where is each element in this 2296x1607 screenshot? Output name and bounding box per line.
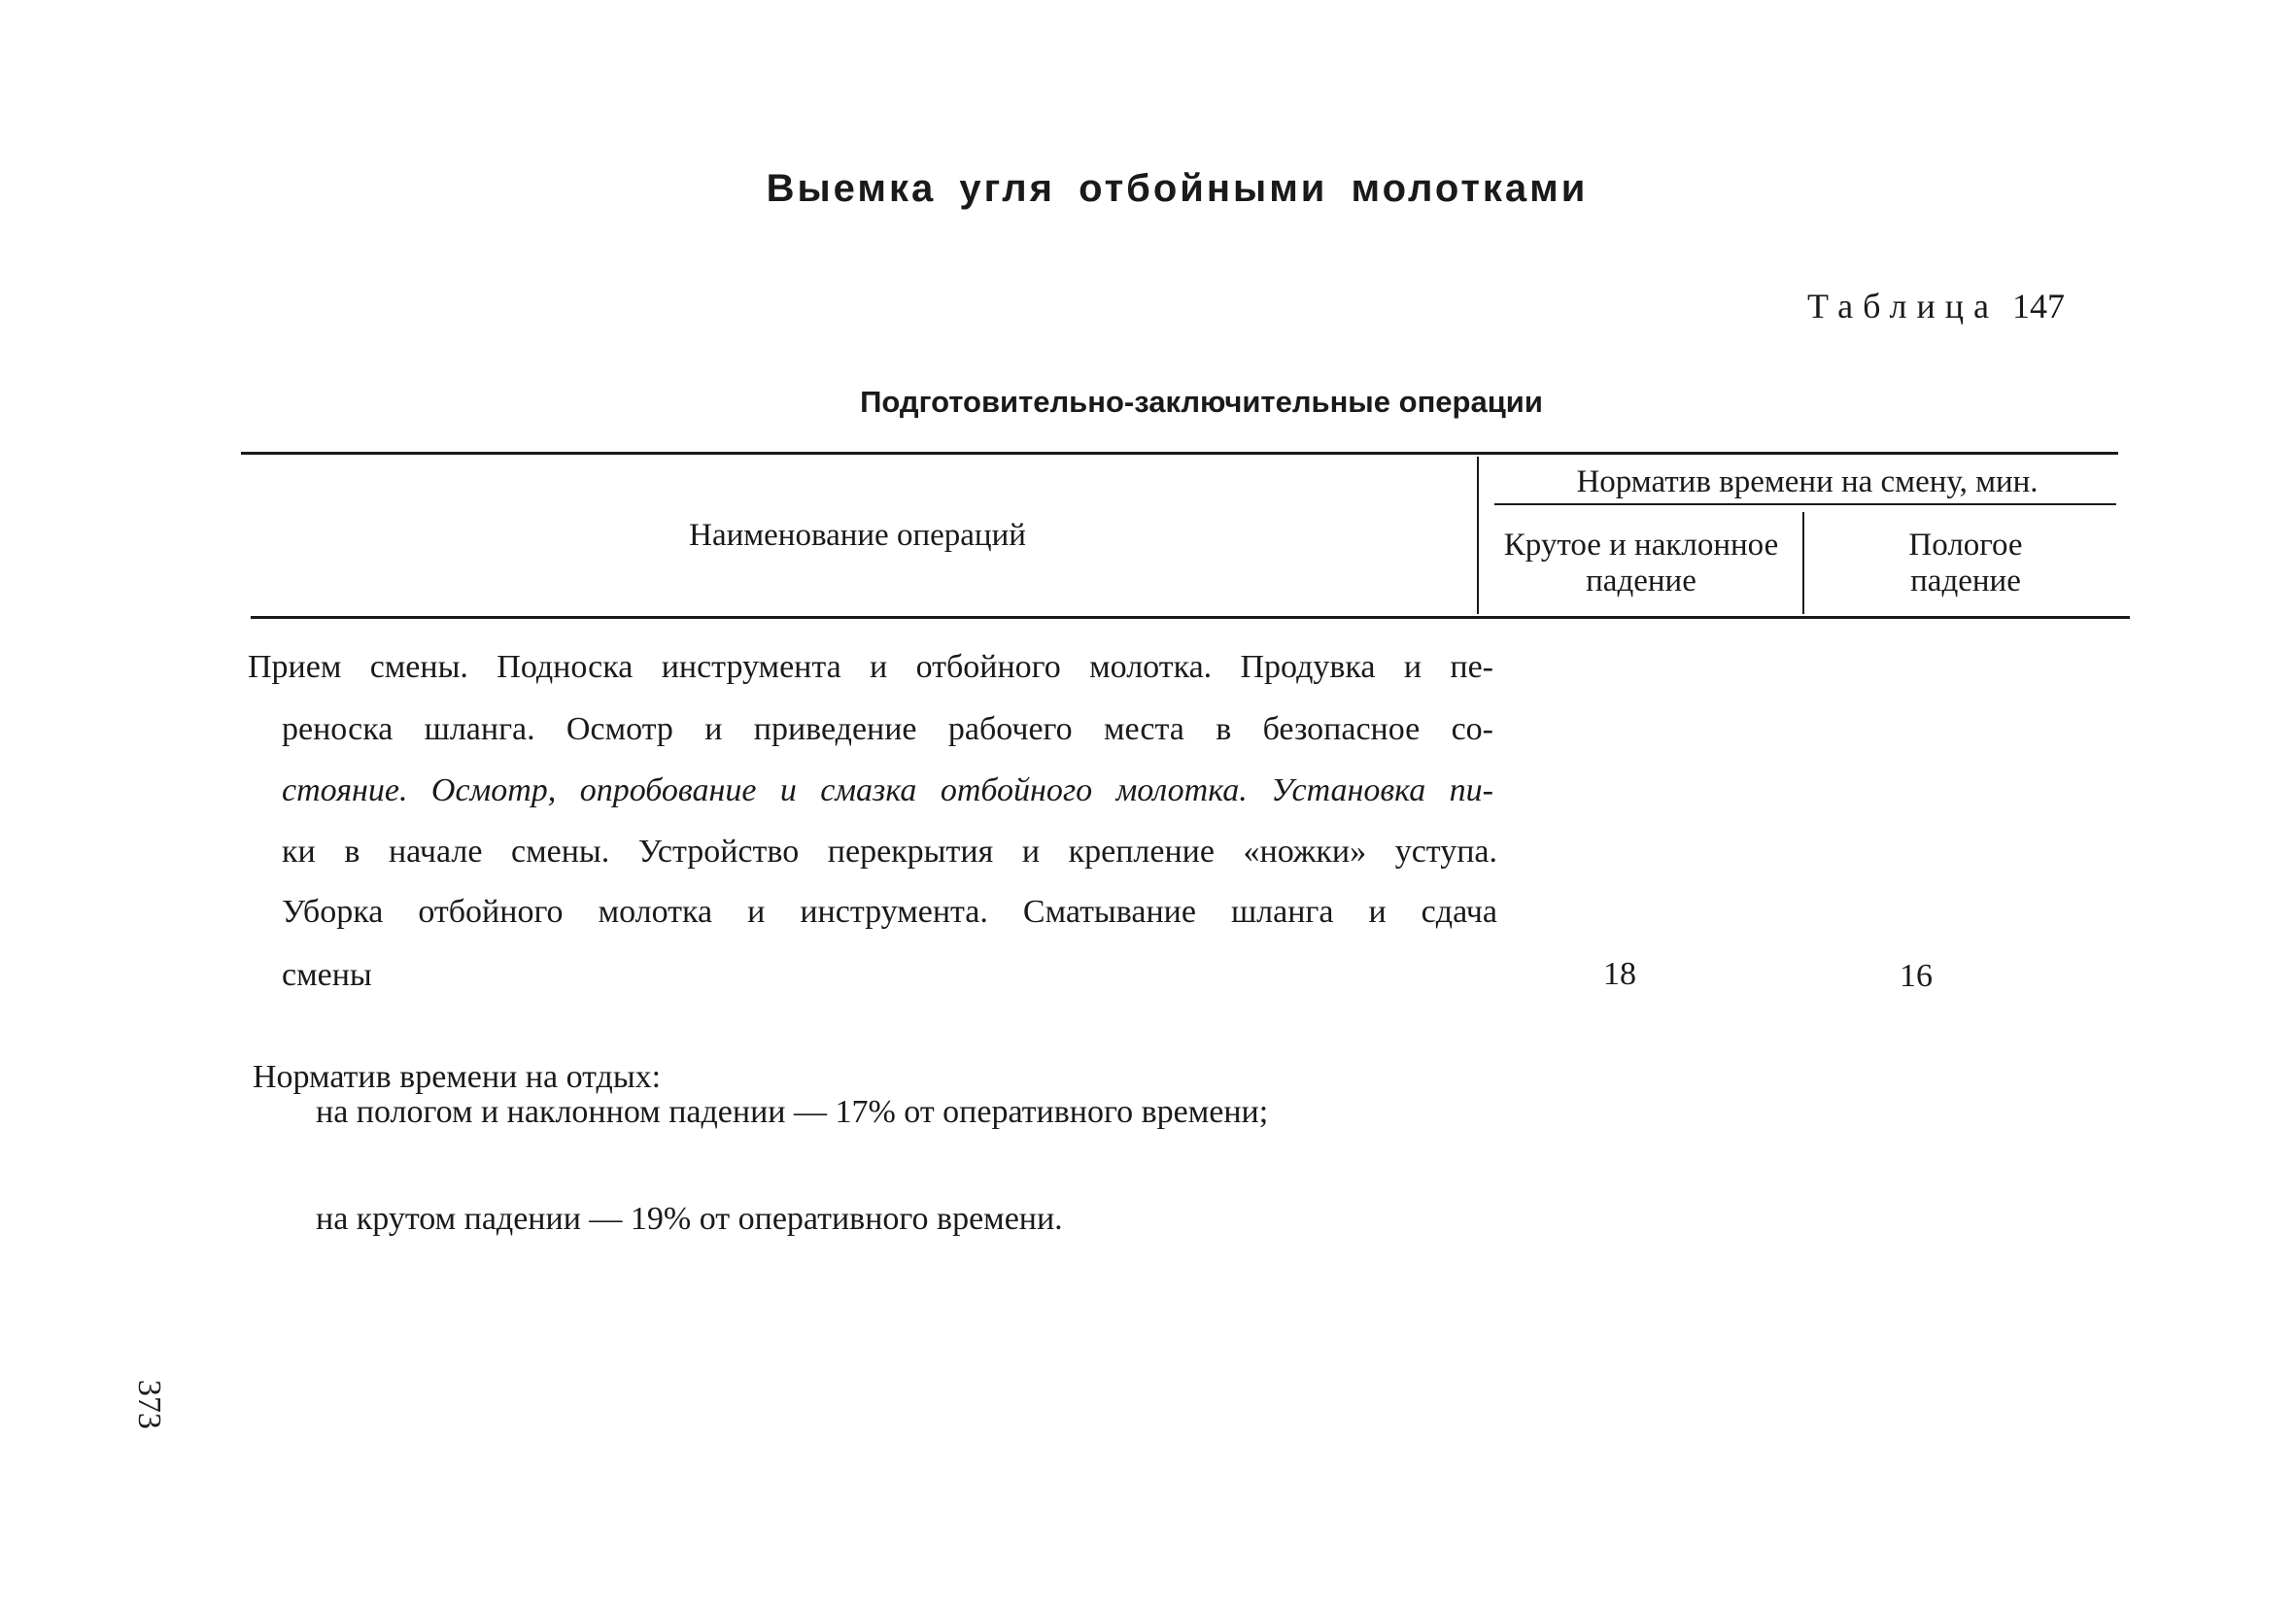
header-flat-line1: Пологое xyxy=(1908,528,2023,563)
table-caption: Подготовительно-заключительные операции xyxy=(860,385,1543,419)
flat-value: 16 xyxy=(1900,958,1933,994)
header-steep-line2: падение xyxy=(1586,564,1696,598)
rest-norm-line-steep: на крутом падении — 19% от оперативного времени. xyxy=(316,1201,1063,1237)
rest-norm-heading: Норматив времени на отдых: xyxy=(253,1059,662,1095)
norm-group-underline xyxy=(1494,503,2116,505)
page-number: 373 xyxy=(131,1380,167,1429)
operation-line: ки в начале смены. Устройство перекрытия и крепление «ножки» уступа. xyxy=(282,834,1497,870)
operation-line: Прием смены. Подноска инструмента и отбойного молотка. Продувка и пе- xyxy=(248,649,1493,685)
header-flat-line2: падение xyxy=(1910,564,2021,598)
operation-line: смены xyxy=(282,957,372,993)
operation-line: стояние. Осмотр, опробование и смазка отбойного молотка. Установка пи- xyxy=(282,772,1493,808)
steep-value: 18 xyxy=(1603,956,1636,992)
header-vertical-divider xyxy=(1477,457,1479,614)
table-number-label xyxy=(1807,286,2065,326)
document-title: Выемка угля отбойными молотками xyxy=(766,167,1589,210)
header-bottom-rule xyxy=(251,616,2130,619)
header-operation-name: Наименование операций xyxy=(689,518,1026,553)
header-norm-group: Норматив времени на смену, мин. xyxy=(1576,464,2039,499)
table-label: Таблица xyxy=(1807,287,1999,325)
table-number: 147 xyxy=(2011,287,2065,325)
subcolumn-divider xyxy=(1802,512,1804,614)
rest-norm-line-flat: на пологом и наклонном падении — 17% от оперативного времени; xyxy=(316,1094,1269,1130)
operation-line: реноска шланга. Осмотр и приведение рабочего места в безопасное со- xyxy=(282,711,1493,747)
table-top-rule xyxy=(241,452,2118,455)
operation-line: Уборка отбойного молотка и инструмента. Сматывание шланга и сдача xyxy=(282,894,1497,930)
header-steep-line1: Крутое и наклонное xyxy=(1503,528,1779,563)
